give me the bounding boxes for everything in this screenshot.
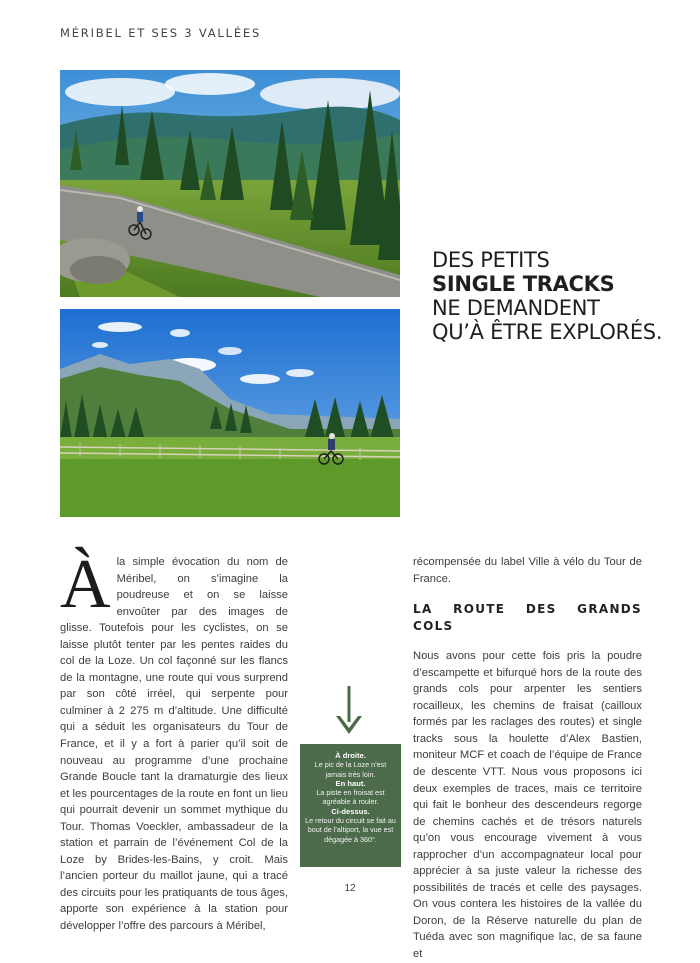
page-number: 12 <box>344 883 356 894</box>
article-paragraph-1: la simple évocation du nom de Méribel, on s’imagine la poudreuse et on se laisse envoûter par des images de glisse. Toutefois pour les cyclistes, on se laisse plutôt tenter par les pentes raides du col de la Loze. Un col façonné sur les flancs de la montagne, une route qui vous surprend par son côté irréel, qui serpente pour culminer à 2 275 m d’altitude. Une difficulté qui a séduit les organisateurs du Tour de France, et il y a fort à parier qu’il soit de nouveau au programme d’une prochaine Grande Boucle tant la dramaturgie des lieux et les pourcentages de la route en font un lieu qui pourrait devenir un sommet mythique du Tour. Thomas Voeckler, ambassadeur de la station et parrain de l’événement Col de la Loze by Brides-les-Bains, y croit. Mais l’ancien porteur du maillot jaune, qui a tracé des circuits pour les pratiquants de tous âges, apporte son expérience à la station pour développer l’offre des parcours à Méribel, <box>60 556 288 933</box>
headline-line-4: QU’À ÊTRE EXPLORÉS. <box>432 320 663 344</box>
headline-line-3: NE DEMANDENT <box>432 296 600 320</box>
dropcap: À <box>60 546 111 623</box>
caption-heading-right: À droite. <box>335 751 366 760</box>
headline-line-2: SINGLE TRACKS <box>432 272 615 296</box>
section-title: LA ROUTE DES GRANDS COLS <box>413 602 642 633</box>
article-column-right <box>413 554 642 963</box>
article-column-left <box>60 546 288 935</box>
caption-heading-above: Ci-dessus. <box>331 806 370 816</box>
article-paragraph-2: récompensée du label Ville à vélo du Tour de France. <box>413 556 642 585</box>
arrow-down-icon <box>336 686 362 734</box>
running-head: MÉRIBEL ET SES 3 VALLÉES <box>60 26 262 40</box>
photo-caption-box <box>300 744 401 867</box>
caption-text-right: Le pic de la Loze n’est jamais très loin. <box>314 760 387 779</box>
headline-line-1: DES PETITS <box>432 248 550 272</box>
headline <box>432 248 662 344</box>
caption-text-top: La piste en froisat est agréable à rouler. <box>316 788 385 807</box>
photo-cyclist-mountain-road <box>60 70 400 297</box>
caption-heading-top: En haut. <box>335 778 366 788</box>
article-paragraph-3: Nous avons pour cette fois pris la poudre d’escampette et bifurqué hors de la route des grands cols pour arpenter les sentiers rocailleux, les chemins de fraisat (cailloux formés par les raclages des routes) et single tracks sous la houlette d’Alex Bastien, moniteur MCF et coach de l’équipe de France de descente VTT. Nous vous proposons ici deux exemples de traces, mais ce territoire qui fait le bonheur des descendeurs regorge de chemins cachés et de trésors naturels qu’on vous encourage vivement à vous rapprocher d’un accompagnateur local pour apprécier à sa juste valeur la richesse des possibilités de tracés et celle des paysages. On vous contera les histoires de la vallée du Doron, de la Réserve naturelle du plan de Tuéda avec son magnifique lac, de sa faune et <box>413 650 642 961</box>
photo-cyclist-meadow <box>60 309 400 517</box>
caption-text-above: Le retour du circuit se fait au bout de l’altiport, la vue est dégagée à 360°. <box>305 816 396 844</box>
